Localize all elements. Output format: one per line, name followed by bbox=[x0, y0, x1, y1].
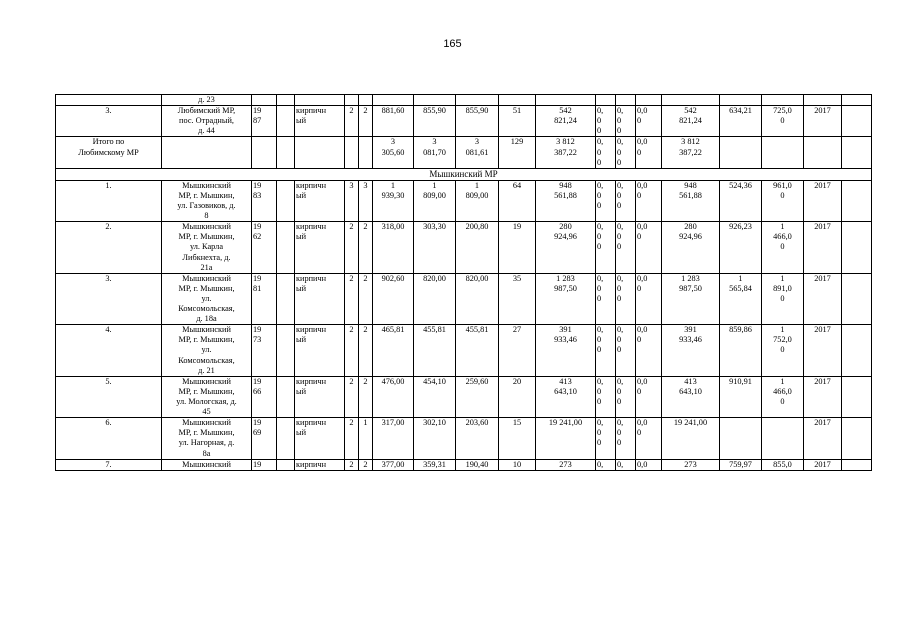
limit-cost-cell bbox=[762, 137, 804, 168]
address-cell: Любимский МР, пос. Отрадный, д. 44 bbox=[162, 106, 252, 137]
floors-cell: 2 bbox=[345, 222, 359, 274]
empty-cell bbox=[277, 325, 295, 377]
empty-cell bbox=[842, 106, 872, 137]
cost-total-cell: 280 924,96 bbox=[536, 222, 596, 274]
area-living-cell: 302,10 bbox=[414, 418, 456, 459]
budget-share-cell: 0, 0 0 bbox=[616, 418, 636, 459]
housing-register-table bbox=[55, 94, 872, 471]
address-cell: Мышкинский МР, г. Мышкин, ул. Нагорная, д. 8а bbox=[162, 418, 252, 459]
local-share-cell: 0,0 0 bbox=[636, 418, 662, 459]
residents-cell: 10 bbox=[499, 459, 536, 470]
entrances-cell: 1 bbox=[359, 418, 373, 459]
deadline-cell: 2017 bbox=[804, 180, 842, 221]
owners-cost-cell: 542 821,24 bbox=[662, 106, 720, 137]
section-title: Мышкинский МР bbox=[56, 168, 872, 180]
empty-cell bbox=[842, 273, 872, 325]
area-total-cell: 317,00 bbox=[373, 418, 414, 459]
area-private-cell: 820,00 bbox=[456, 273, 499, 325]
owners-cost-cell: 1 283 987,50 bbox=[662, 273, 720, 325]
area-total-cell: 902,60 bbox=[373, 273, 414, 325]
deadline-cell: 2017 bbox=[804, 325, 842, 377]
cost-total-cell: 391 933,46 bbox=[536, 325, 596, 377]
residents-cell: 20 bbox=[499, 376, 536, 417]
table-row bbox=[56, 180, 872, 221]
address-cell: Мышкинский МР, г. Мышкин, ул. Мологская, д. 45 bbox=[162, 376, 252, 417]
cost-total-cell: 273 bbox=[536, 459, 596, 470]
fund-share-cell: 0, bbox=[596, 459, 616, 470]
local-share-cell: 0,0 bbox=[636, 459, 662, 470]
table-row bbox=[56, 418, 872, 459]
area-total-cell: 465,81 bbox=[373, 325, 414, 377]
floors-cell: 2 bbox=[345, 273, 359, 325]
cost-per-m2-cell: 524,36 bbox=[720, 180, 762, 221]
table-row bbox=[56, 273, 872, 325]
row-number-cell: 3. bbox=[56, 106, 162, 137]
table-row bbox=[56, 137, 872, 168]
table-row bbox=[56, 459, 872, 470]
area-private-cell: 3 081,61 bbox=[456, 137, 499, 168]
empty-cell bbox=[277, 459, 295, 470]
floors-cell bbox=[345, 137, 359, 168]
empty-cell bbox=[277, 418, 295, 459]
table-row bbox=[56, 222, 872, 274]
entrances-cell: 2 bbox=[359, 376, 373, 417]
fund-share-cell: 0, 0 0 bbox=[596, 106, 616, 137]
area-living-cell: 1 809,00 bbox=[414, 180, 456, 221]
fund-share-cell: 0, 0 0 bbox=[596, 418, 616, 459]
material-cell: кирпичн ый bbox=[295, 376, 345, 417]
local-share-cell: 0,0 0 bbox=[636, 222, 662, 274]
cost-per-m2-cell bbox=[720, 418, 762, 459]
empty-cell bbox=[277, 180, 295, 221]
local-share-cell: 0,0 0 bbox=[636, 137, 662, 168]
deadline-cell bbox=[804, 137, 842, 168]
address-cell: Мышкинский bbox=[162, 459, 252, 470]
material-cell: кирпичн ый bbox=[295, 418, 345, 459]
fund-share-cell: 0, 0 0 bbox=[596, 222, 616, 274]
year-cell: 19 87 bbox=[252, 106, 277, 137]
address-cell bbox=[162, 137, 252, 168]
limit-cost-cell: 1 466,0 0 bbox=[762, 376, 804, 417]
residents-cell: 35 bbox=[499, 273, 536, 325]
entrances-cell: 2 bbox=[359, 106, 373, 137]
empty-cell bbox=[277, 222, 295, 274]
cost-per-m2-cell: 1 565,84 bbox=[720, 273, 762, 325]
material-cell: кирпичн ый bbox=[295, 180, 345, 221]
entrances-cell: 3 bbox=[359, 180, 373, 221]
residents-cell: 64 bbox=[499, 180, 536, 221]
empty-cell bbox=[277, 376, 295, 417]
year-cell bbox=[252, 137, 277, 168]
area-living-cell: 455,81 bbox=[414, 325, 456, 377]
page-number: 165 bbox=[443, 38, 462, 50]
row-number-cell: 4. bbox=[56, 325, 162, 377]
year-cell: 19 bbox=[252, 459, 277, 470]
cost-per-m2-cell: 859,86 bbox=[720, 325, 762, 377]
residents-cell: 51 bbox=[499, 106, 536, 137]
deadline-cell: 2017 bbox=[804, 106, 842, 137]
budget-share-cell: 0, 0 0 bbox=[616, 222, 636, 274]
budget-share-cell: 0, 0 0 bbox=[616, 325, 636, 377]
cost-per-m2-cell bbox=[720, 137, 762, 168]
table-row bbox=[56, 325, 872, 377]
owners-cost-cell: 391 933,46 bbox=[662, 325, 720, 377]
area-total-cell: 3 305,60 bbox=[373, 137, 414, 168]
area-total-cell: 476,00 bbox=[373, 376, 414, 417]
empty-cell bbox=[277, 273, 295, 325]
row-number-cell: 6. bbox=[56, 418, 162, 459]
empty-cell bbox=[842, 376, 872, 417]
year-cell: 19 62 bbox=[252, 222, 277, 274]
area-living-cell: 454,10 bbox=[414, 376, 456, 417]
material-cell: кирпичн bbox=[295, 459, 345, 470]
material-cell: кирпичн ый bbox=[295, 273, 345, 325]
material-cell: кирпичн ый bbox=[295, 222, 345, 274]
limit-cost-cell: 1 752,0 0 bbox=[762, 325, 804, 377]
fund-share-cell: 0, 0 0 bbox=[596, 273, 616, 325]
owners-cost-cell: 280 924,96 bbox=[662, 222, 720, 274]
row-number-cell: 1. bbox=[56, 180, 162, 221]
fund-share-cell: 0, 0 0 bbox=[596, 325, 616, 377]
budget-share-cell: 0, 0 0 bbox=[616, 273, 636, 325]
floors-cell: 2 bbox=[345, 418, 359, 459]
area-total-cell: 318,00 bbox=[373, 222, 414, 274]
section-header-row bbox=[56, 168, 872, 180]
address-cell: д. 23 bbox=[162, 95, 252, 106]
area-private-cell: 203,60 bbox=[456, 418, 499, 459]
residents-cell: 15 bbox=[499, 418, 536, 459]
address-cell: Мышкинский МР, г. Мышкин, ул. Комсомольская, д. 18а bbox=[162, 273, 252, 325]
year-cell: 19 69 bbox=[252, 418, 277, 459]
deadline-cell: 2017 bbox=[804, 273, 842, 325]
residents-cell: 129 bbox=[499, 137, 536, 168]
cost-total-cell: 542 821,24 bbox=[536, 106, 596, 137]
budget-share-cell: 0, 0 0 bbox=[616, 180, 636, 221]
floors-cell: 2 bbox=[345, 459, 359, 470]
cost-total-cell: 3 812 387,22 bbox=[536, 137, 596, 168]
area-total-cell: 377,00 bbox=[373, 459, 414, 470]
cost-total-cell: 19 241,00 bbox=[536, 418, 596, 459]
address-cell: Мышкинский МР, г. Мышкин, ул. Комсомольская, д. 21 bbox=[162, 325, 252, 377]
entrances-cell: 2 bbox=[359, 273, 373, 325]
deadline-cell: 2017 bbox=[804, 222, 842, 274]
entrances-cell: 2 bbox=[359, 325, 373, 377]
empty-cell bbox=[842, 222, 872, 274]
area-living-cell: 820,00 bbox=[414, 273, 456, 325]
entrances-cell: 2 bbox=[359, 459, 373, 470]
floors-cell: 2 bbox=[345, 106, 359, 137]
area-total-cell: 881,60 bbox=[373, 106, 414, 137]
area-living-cell: 855,90 bbox=[414, 106, 456, 137]
area-private-cell: 259,60 bbox=[456, 376, 499, 417]
local-share-cell: 0,0 0 bbox=[636, 273, 662, 325]
address-cell: Мышкинский МР, г. Мышкин, ул. Газовиков, д. 8 bbox=[162, 180, 252, 221]
limit-cost-cell: 1 891,0 0 bbox=[762, 273, 804, 325]
residents-cell: 19 bbox=[499, 222, 536, 274]
area-living-cell: 303,30 bbox=[414, 222, 456, 274]
limit-cost-cell: 961,0 0 bbox=[762, 180, 804, 221]
local-share-cell: 0,0 0 bbox=[636, 180, 662, 221]
cost-total-cell: 948 561,88 bbox=[536, 180, 596, 221]
budget-share-cell: 0, 0 0 bbox=[616, 106, 636, 137]
empty-cell bbox=[842, 325, 872, 377]
owners-cost-cell: 3 812 387,22 bbox=[662, 137, 720, 168]
table-row bbox=[56, 106, 872, 137]
area-private-cell: 190,40 bbox=[456, 459, 499, 470]
fund-share-cell: 0, 0 0 bbox=[596, 376, 616, 417]
residents-cell: 27 bbox=[499, 325, 536, 377]
budget-share-cell: 0, bbox=[616, 459, 636, 470]
owners-cost-cell: 19 241,00 bbox=[662, 418, 720, 459]
cost-per-m2-cell: 910,91 bbox=[720, 376, 762, 417]
budget-share-cell: 0, 0 0 bbox=[616, 137, 636, 168]
area-living-cell: 359,31 bbox=[414, 459, 456, 470]
budget-share-cell: 0, 0 0 bbox=[616, 376, 636, 417]
empty-cell bbox=[842, 180, 872, 221]
year-cell: 19 73 bbox=[252, 325, 277, 377]
floors-cell: 2 bbox=[345, 325, 359, 377]
entrances-cell bbox=[359, 137, 373, 168]
table-row bbox=[56, 376, 872, 417]
area-total-cell: 1 939,30 bbox=[373, 180, 414, 221]
limit-cost-cell: 855,0 bbox=[762, 459, 804, 470]
material-cell: кирпичн ый bbox=[295, 106, 345, 137]
year-cell: 19 66 bbox=[252, 376, 277, 417]
area-private-cell: 855,90 bbox=[456, 106, 499, 137]
cost-per-m2-cell: 634,21 bbox=[720, 106, 762, 137]
cost-total-cell: 1 283 987,50 bbox=[536, 273, 596, 325]
row-number-cell: 3. bbox=[56, 273, 162, 325]
floors-cell: 3 bbox=[345, 180, 359, 221]
entrances-cell: 2 bbox=[359, 222, 373, 274]
limit-cost-cell: 1 466,0 0 bbox=[762, 222, 804, 274]
deadline-cell: 2017 bbox=[804, 376, 842, 417]
address-cell: Мышкинский МР, г. Мышкин, ул. Карла Либкнехта, д. 21а bbox=[162, 222, 252, 274]
owners-cost-cell: 413 643,10 bbox=[662, 376, 720, 417]
floors-cell: 2 bbox=[345, 376, 359, 417]
local-share-cell: 0,0 0 bbox=[636, 376, 662, 417]
row-number-cell: 5. bbox=[56, 376, 162, 417]
table-row-top bbox=[56, 95, 872, 106]
area-private-cell: 200,80 bbox=[456, 222, 499, 274]
empty-cell bbox=[842, 459, 872, 470]
empty-cell bbox=[277, 106, 295, 137]
year-cell: 19 83 bbox=[252, 180, 277, 221]
local-share-cell: 0,0 0 bbox=[636, 325, 662, 377]
local-share-cell: 0,0 0 bbox=[636, 106, 662, 137]
cost-total-cell: 413 643,10 bbox=[536, 376, 596, 417]
cost-per-m2-cell: 926,23 bbox=[720, 222, 762, 274]
owners-cost-cell: 948 561,88 bbox=[662, 180, 720, 221]
limit-cost-cell bbox=[762, 418, 804, 459]
fund-share-cell: 0, 0 0 bbox=[596, 180, 616, 221]
material-cell bbox=[295, 137, 345, 168]
area-private-cell: 1 809,00 bbox=[456, 180, 499, 221]
area-private-cell: 455,81 bbox=[456, 325, 499, 377]
fund-share-cell: 0, 0 0 bbox=[596, 137, 616, 168]
empty-cell bbox=[842, 137, 872, 168]
area-living-cell: 3 081,70 bbox=[414, 137, 456, 168]
limit-cost-cell: 725,0 0 bbox=[762, 106, 804, 137]
owners-cost-cell: 273 bbox=[662, 459, 720, 470]
row-number-cell: 2. bbox=[56, 222, 162, 274]
row-number-cell: 7. bbox=[56, 459, 162, 470]
row-number-cell: Итого по Любимскому МР bbox=[56, 137, 162, 168]
empty-cell bbox=[277, 137, 295, 168]
year-cell: 19 81 bbox=[252, 273, 277, 325]
deadline-cell: 2017 bbox=[804, 418, 842, 459]
deadline-cell: 2017 bbox=[804, 459, 842, 470]
cost-per-m2-cell: 759,97 bbox=[720, 459, 762, 470]
material-cell: кирпичн ый bbox=[295, 325, 345, 377]
empty-cell bbox=[842, 418, 872, 459]
